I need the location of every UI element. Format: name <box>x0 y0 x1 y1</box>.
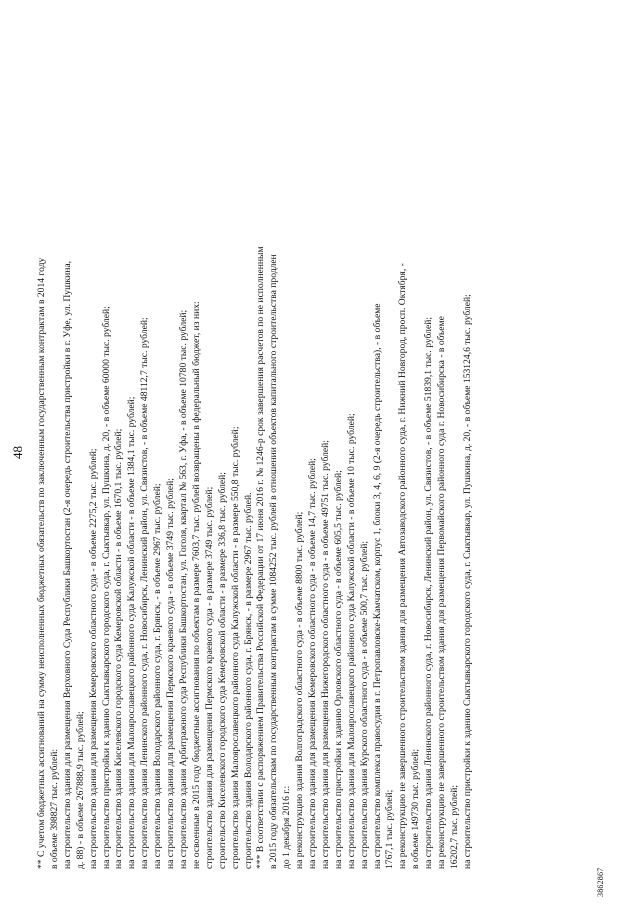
text-line: на строительство здания Арбитражного суда Республики Башкортостан, ул. Гоголя, квартал № 563, г. Уфа, - в объеме 10780 тыс. рублей; <box>177 309 189 869</box>
text-line: на строительство здания для размещения Верховного Суда Республики Башкортостан (2-я очередь строительства пристройки в г. Уфе, ул. Пушкина, <box>61 260 73 869</box>
text-line: на строительство здания Курского областного суда - в объеме 500,7 тыс. рублей; <box>358 540 370 869</box>
text-line: на реконструкцию здания Волгоградского областного суда - в объеме 8800 тыс. рублей; <box>294 511 306 869</box>
text-line: не освоенные в 2015 году бюджетные ассигнования по объектам в размере 7603,7 тыс. рублей возвращены в федеральный бюджет, из них: <box>190 301 202 869</box>
footnote-text-block <box>36 17 475 869</box>
text-line: д. 88) - в объеме 267888,9 тыс. рублей; <box>74 711 86 869</box>
text-line: в объеме 398827 тыс. рублей: <box>48 748 60 869</box>
text-line: на строительство здания для Малоярославецкого районного суда Калужской области - в объеме 1384,1 тыс. рублей; <box>126 396 138 869</box>
text-line: на строительство комплекса правосудия в г. Петропавловске-Камчатском, корпус 1, блоки 3, 4, 6, 9 (2-я очередь строительства), - в объеме <box>371 303 383 869</box>
page-number: 48 <box>10 446 25 459</box>
text-line: на реконструкцию не завершенного строительством здания для размещения Первомайского районного суда г. Новосибирска - в объеме <box>436 316 448 869</box>
text-line: на строительство здания Киселевского городского суда Кемеровской области - в объеме 1670,1 тыс. рублей; <box>113 428 125 869</box>
text-line: на строительство пристройки к зданию Сыктывкарского городского суда, г. Сыктывкар, ул. Пушкина, д. 20, - в объеме 60000 тыс. рублей; <box>100 306 112 869</box>
text-line: на строительство здания Володарского районного суда, г. Брянск, - в объеме 2967 тыс. рублей; <box>152 483 164 869</box>
text-line: на строительство здания Ленинского районного суда, г. Новосибирск, Ленинский район, ул. Связистов, - в объеме 48112,7 тыс. рублей; <box>139 317 151 869</box>
text-line: строительство здания Володарского районного суда, г. Брянск, - в размере 2967 тыс. рублей. <box>242 492 254 869</box>
text-line: ** С учетом бюджетных ассигнований на сумму неисполненных бюджетных обязательств по заключенным государственным контрактам в 2014 году <box>36 257 47 869</box>
document-code: 3862867 <box>596 867 605 897</box>
text-line: 1767,1 тыс. рублей; <box>384 789 396 869</box>
text-line: на строительство пристройки к зданию Сыктывкарского городского суда, г. Сыктывкар, ул. Пушкина, д. 20, - в объеме 153124,6 тыс. рублей; <box>461 294 473 869</box>
text-line: в 2015 году обязательствам по государственным контрактам в сумме 1084252 тыс. рублей в отношении объектов капитального строительства продлен <box>268 254 280 869</box>
text-line: на строительство здания для размещения Пермского краевого суда - в объеме 3749 тыс. рублей; <box>165 478 177 869</box>
text-line: на строительство пристройки к зданию Орловского областного суда - в объеме 605,5 тыс. рублей; <box>332 470 344 869</box>
text-line: строительство здания Малоярославецкого районного суда Калужской области - в размере 550,8 тыс. рублей; <box>229 426 241 869</box>
text-line: строительство Киселевского городского суда Кемеровской области - в размере 336,8 тыс. рублей; <box>216 472 228 869</box>
text-line: в объеме 149730 тыс. рублей; <box>410 748 422 869</box>
text-line: на строительство здания для размещения Кемеровского областного суда - в объеме 2275,2 тыс. рублей; <box>87 448 99 869</box>
text-line: до 1 декабря 2016 г.: <box>281 785 293 869</box>
text-line: на строительство здания для размещения Кемеровского областного суда - в объеме 14,7 тыс. рублей; <box>307 458 319 869</box>
text-line: на строительство здания Ленинского районного суда, г. Новосибирск, Ленинский район, ул. Связистов, - в объеме 51839,1 тыс. рублей; <box>423 316 435 869</box>
text-line: строительство здания для размещения Пермского краевого суда - в размере 3749 тыс. рублей; <box>203 486 215 869</box>
text-line: на строительство здания для размещения Нижегородского областного суда - в объеме 49751 тыс. рублей; <box>319 440 331 869</box>
text-line: *** В соответствии с распоряжением Правительства Российской Федерации от 17 июня 2016 г. № 1246-р срок завершения расчетов по не исполненным <box>255 246 267 869</box>
text-line: на строительство здания для Малоярославецкого районного суда Калужской области - в объеме 10 тыс. рублей; <box>345 413 357 869</box>
text-line: 16202,7 тыс. рублей; <box>449 784 460 869</box>
text-line: на реконструкцию не завершенного строительством здания для размещения Автозаводского районного суда, г. Нижний Новгород, просп. Октября, - <box>397 263 409 869</box>
